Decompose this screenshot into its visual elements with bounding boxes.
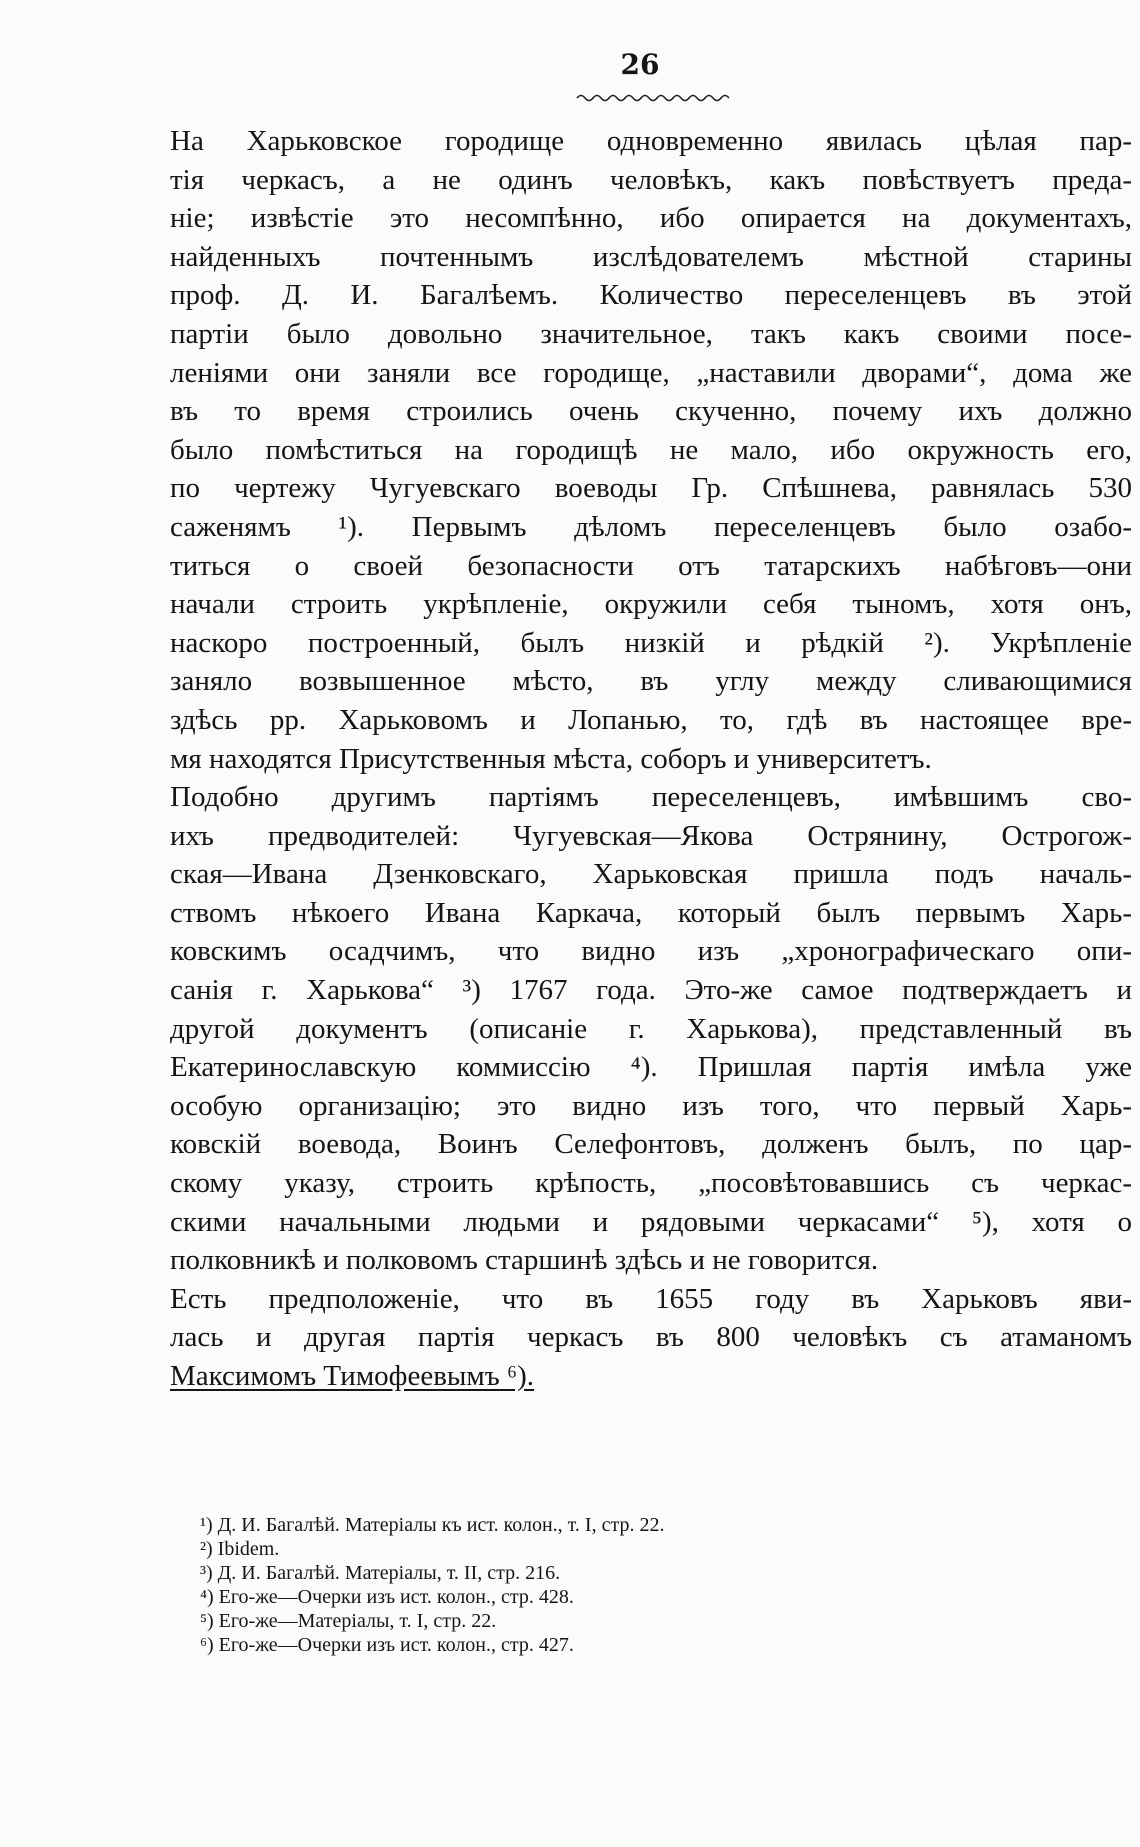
text-line: въ то время строились очень скученно, почему ихъ должно: [170, 395, 1132, 428]
footnote: ³) Д. И. Багалѣй. Матеріалы, т. II, стр. 216.: [200, 1562, 561, 1584]
text-line: ковскимъ осадчимъ, что видно изъ „хронографическаго опи-: [170, 935, 1132, 968]
text-line: Подобно другимъ партіямъ переселенцевъ, имѣвшимъ сво-: [170, 781, 1132, 814]
text-line: леніями они заняли все городище, „наставили дворами“, дома же: [170, 356, 1132, 389]
paragraph: [170, 1280, 1132, 1396]
footnote: ⁶) Его-же—Очерки изъ ист. колон., стр. 427.: [200, 1634, 574, 1656]
text-line: начали строить укрѣпленіе, окружили себя тыномъ, хотя онъ,: [170, 588, 1132, 621]
paragraph: [170, 122, 1132, 778]
text-line: На Харьковское городище одновременно явилась цѣлая пар-: [170, 125, 1132, 157]
footnote: ²) Ibidem.: [200, 1538, 280, 1560]
footnote: ⁵) Его-же—Матеріалы, т. I, стр. 22.: [200, 1610, 497, 1632]
text-line: тія черкасъ, а не одинъ человѣкъ, какъ повѣствуетъ преда-: [170, 163, 1132, 196]
body-text: [170, 122, 1132, 1396]
footnote: ¹) Д. И. Багалѣй. Матеріалы къ ист. колон., т. I, стр. 22.: [200, 1514, 665, 1536]
footnotes: [200, 1513, 920, 1657]
text-line: заняло возвышенное мѣсто, въ углу между сливающимися: [170, 665, 1132, 698]
text-line: особую организацію; это видно изъ того, что первый Харь-: [170, 1089, 1132, 1122]
text-line: ковскій воевода, Воинъ Селефонтовъ, долженъ былъ, по цар-: [170, 1128, 1132, 1161]
text-line: титься о своей безопасности отъ татарскихъ набѣговъ—они: [170, 549, 1132, 582]
text-line: наскоро построенный, былъ низкій и рѣдкій ²). Укрѣпленіе: [170, 626, 1132, 659]
text-line: было помѣститься на городищѣ не мало, ибо окружность его,: [170, 433, 1132, 466]
text-line: ніе; извѣстіе это несомпѣнно, ибо опирается на документахъ,: [170, 202, 1132, 235]
text-line: Есть предположеніе, что въ 1655 году въ Харьковъ яви-: [170, 1282, 1132, 1315]
text-line: лась и другая партія черкасъ въ 800 человѣкъ съ атаманомъ: [170, 1321, 1132, 1354]
text-line: Екатеринославскую коммиссію ⁴). Пришлая партія имѣла уже: [170, 1051, 1132, 1084]
text-line: саженямъ ¹). Первымъ дѣломъ переселенцевъ было озабо-: [170, 510, 1132, 543]
text-line: найденныхъ почтеннымъ изслѣдователемъ мѣстной старины: [170, 240, 1132, 273]
text-line: партіи было довольно значительное, такъ какъ своими посе-: [170, 317, 1132, 350]
text-line: полковникѣ и полковомъ старшинѣ здѣсь и не говорится.: [170, 1244, 879, 1277]
text-line: ихъ предводителей: Чугуевская—Якова Острянину, Острогож-: [170, 819, 1132, 852]
footnote: ⁴) Его-же—Очерки изъ ист. колон., стр. 428.: [200, 1586, 574, 1608]
text-line: санія г. Харькова“ ³) 1767 года. Это-же самое подтверждаетъ и: [170, 974, 1132, 1007]
text-line: другой документъ (описаніе г. Харькова), представленный въ: [170, 1012, 1132, 1045]
page-number-ornament: [575, 92, 735, 104]
text-line: по чертежу Чугуевскаго воеводы Гр. Спѣшнева, равнялась 530: [170, 472, 1132, 505]
text-line: скими начальными людьми и рядовыми черкасами“ ⁵), хотя о: [170, 1205, 1132, 1238]
text-line: ская—Ивана Дзенковскаго, Харьковская пришла подъ началь-: [170, 858, 1132, 891]
text-line: ствомъ нѣкоего Ивана Каркача, который былъ первымъ Харь-: [170, 896, 1132, 929]
text-line: здѣсь рр. Харьковомъ и Лопанью, то, гдѣ въ настоящее вре-: [170, 703, 1132, 736]
text-line: мя находятся Присутственныя мѣста, соборъ и университетъ.: [170, 742, 932, 775]
text-line: Максимомъ Тимофеевымъ ⁶).: [170, 1360, 535, 1392]
text-line: проф. Д. И. Багалѣемъ. Количество переселенцевъ въ этой: [170, 279, 1132, 312]
page-number: 26: [620, 48, 660, 81]
paragraph: [170, 778, 1132, 1280]
text-line: скому указу, строить крѣпость, „посовѣтовавшись съ черкас-: [170, 1167, 1132, 1200]
